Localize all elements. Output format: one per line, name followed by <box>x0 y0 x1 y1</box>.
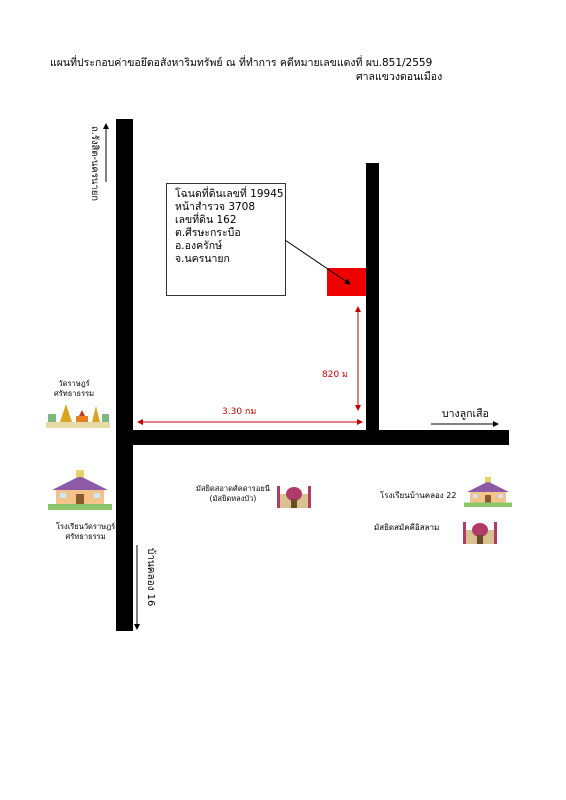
horizontal-distance-label: 3.30 กม <box>222 407 257 417</box>
mosque-center-label: มัสยิดสอาดศ์คดารอยนี (มัสยิดหลงบัว) <box>196 484 270 503</box>
temple-label: วัดราษฎร์ ศรัทธาธรรม <box>54 379 95 398</box>
mosque-east-icon <box>462 516 498 544</box>
province: จ.นครนายก <box>175 253 230 265</box>
school-east-icon <box>462 477 514 507</box>
land-number: เลขที่ดิน 162 <box>175 214 237 226</box>
deed-number: โฉนดที่ดินเลขที่ 19945 <box>175 188 284 200</box>
mosque-east-label: มัสยิดสมัคคีอิสลาม <box>374 523 440 532</box>
survey-page: หน้าสำรวจ 3708 <box>175 201 256 213</box>
map-title: แผนที่ประกอบค่าขอยึดอสังหาริมทรัพย์ ณ ที่ทำการ คดีหมายเลขแดงที่ ผบ.851/2559 <box>50 57 433 69</box>
school-east-label: โรงเรียนบ้านคลอง 22 <box>380 491 457 500</box>
highway-label: ทางหลวงหมายเลข 3369 <box>117 325 128 435</box>
plot-pointer-arrow <box>285 240 350 284</box>
north-road-label: ถ.รังสิต-นครนายก <box>89 126 100 202</box>
south-road-label: บ้านคลอง 16 <box>145 548 156 607</box>
subdistrict: ต.ศีรษะกระบือ <box>175 227 241 239</box>
east-road-label: บางลูกเสือ <box>442 408 489 420</box>
school-icon <box>48 470 112 510</box>
temple-icon <box>46 400 110 428</box>
court-name: ศาลแขวงดอนเมือง <box>356 71 443 83</box>
mosque-icon <box>276 480 312 508</box>
vertical-distance-label: 820 ม <box>322 370 348 380</box>
district: อ.องครักษ์ <box>175 240 223 252</box>
school-west-label: โรงเรียนวัดราษฎร์ ศรัทธาธรรม <box>56 522 116 541</box>
